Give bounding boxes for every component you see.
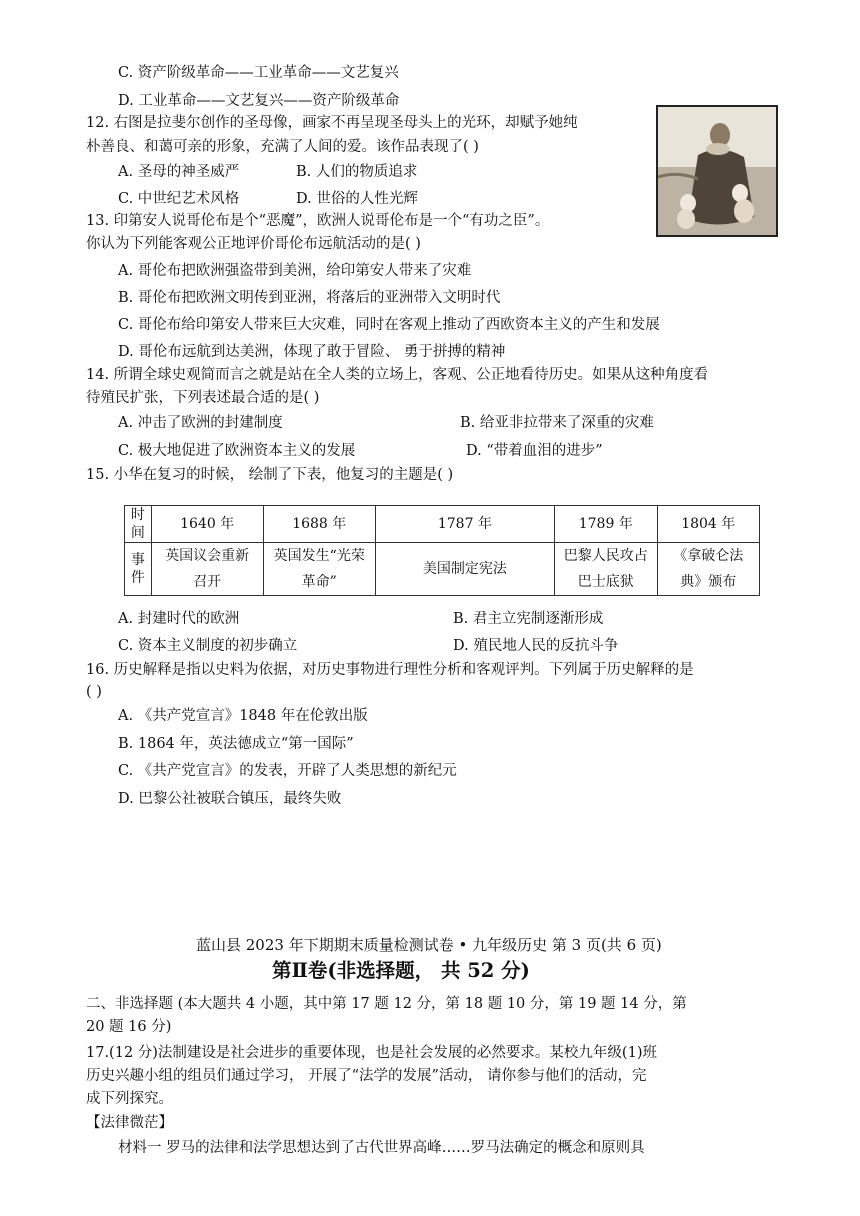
page-footer: 蓝山县 2023 年下期期末质量检测试卷 • 九年级历史 第 3 页(共 6 页): [196, 936, 662, 954]
q14-stem-line1: 14. 所谓全球史观简而言之就是站在全人类的立场上，客观、公正地看待历史。如果从这种角度看: [86, 367, 709, 383]
table-row-years: [125, 506, 760, 543]
part2-title: 第Ⅱ卷(非选择题， 共 52 分): [272, 959, 530, 982]
q17-stem-line2: 历史兴趣小组的组员们通过学习， 开展了“法学的发展”活动， 请你参与他们的活动，完: [86, 1068, 647, 1084]
q16-option-c: C. 《共产党宣言》的发表，开辟了人类思想的新纪元: [118, 763, 457, 779]
event-text-line: 巴黎人民攻占: [563, 548, 648, 564]
q11-option-c: C. 资产阶级革命——工业革命——文艺复兴: [118, 65, 399, 81]
q15-option-d: D. 殖民地人民的反抗斗争: [453, 638, 619, 654]
event-header-cell: 事件: [125, 543, 152, 596]
q13-option-c: C. 哥伦布给印第安人带来巨大灾难，同时在客观上推动了西欧资本主义的产生和发展: [118, 317, 660, 333]
q17-stem-line3: 成下列探究。: [86, 1091, 173, 1107]
event-cell: [263, 543, 375, 596]
q15-option-b: B. 君主立宪制逐渐形成: [453, 611, 604, 627]
q16-option-b: B. 1864 年，英法德成立“第一国际”: [118, 736, 354, 752]
q11-option-d: D. 工业革命——文艺复兴——资产阶级革命: [118, 93, 400, 109]
event-text-line: 革命”: [301, 574, 337, 590]
q14-option-c: C. 极大地促进了欧洲资本主义的发展: [118, 443, 356, 459]
q16-stem-line1: 16. 历史解释是指以史料为依据，对历史事物进行理性分析和客观评判。下列属于历史解释的是: [86, 662, 694, 678]
event-text-line: 《拿破仑法: [673, 548, 744, 564]
q13-option-d: D. 哥伦布远航到达美洲，体现了敢于冒险、 勇于拼搏的精神: [118, 344, 506, 360]
q15-option-c: C. 资本主义制度的初步确立: [118, 638, 298, 654]
event-cell: [151, 543, 263, 596]
event-text-line: 召开: [193, 574, 222, 590]
q15-stem: 15. 小华在复习的时候， 绘制了下表，他复习的主题是( ): [86, 467, 454, 483]
q12-option-c: C. 中世纪艺术风格: [118, 191, 240, 207]
q13-stem-line2: 你认为下列能客观公正地评价哥伦布远航活动的是( ): [86, 236, 421, 252]
event-text-line: 英国议会重新: [165, 548, 250, 564]
year-cell: 1789 年: [555, 506, 657, 543]
q17-stem-line1: 17.(12 分)法制建设是社会进步的重要体现，也是社会发展的必然要求。某校九年级(1)班: [86, 1045, 657, 1061]
q13-option-a: A. 哥伦布把欧洲强盗带到美洲，给印第安人带来了灾难: [118, 263, 472, 279]
q16-stem-line2: ( ): [86, 684, 102, 700]
year-cell: 1640 年: [151, 506, 263, 543]
year-cell: 1787 年: [375, 506, 554, 543]
q12-option-a: A. 圣母的神圣威严: [118, 164, 240, 180]
event-cell: [555, 543, 657, 596]
event-text-line: 美国制定宪法: [422, 561, 507, 577]
q16-option-a: A. 《共产党宣言》1848 年在伦敦出版: [118, 708, 368, 724]
q13-stem-line1: 13. 印第安人说哥伦布是个“恶魔”，欧洲人说哥伦布是一个“有功之臣”。: [86, 213, 550, 229]
madonna-painting-image: [656, 105, 778, 237]
section2-line1: 二、非选择题 (本大题共 4 小题，其中第 17 题 12 分，第 18 题 10 分，第 19 题 14 分，第: [86, 996, 687, 1012]
event-text-line: 英国发生“光荣: [273, 548, 365, 564]
q12-option-d: D. 世俗的人性光辉: [296, 191, 418, 207]
q14-option-b: B. 给亚非拉带来了深重的灾难: [460, 415, 654, 431]
q12-stem-line1: 12. 右图是拉斐尔创作的圣母像，画家不再呈现圣母头上的光环，却赋予她纯: [86, 115, 578, 131]
q16-option-d: D. 巴黎公社被联合镇压，最终失败: [118, 791, 342, 807]
section2-line2: 20 题 16 分): [86, 1019, 172, 1035]
event-text-line: 典》颁布: [680, 574, 737, 590]
q15-timeline-table: [124, 505, 760, 596]
q12-option-b: B. 人们的物质追求: [296, 164, 418, 180]
q17-material1: 材料一 罗马的法律和法学思想达到了古代世界高峰……罗马法确定的概念和原则具: [118, 1140, 645, 1156]
year-cell: 1688 年: [263, 506, 375, 543]
event-cell: [657, 543, 760, 596]
q12-stem-line2: 朴善良、和蔼可亲的形象，充满了人间的爱。该作品表现了( ): [86, 139, 479, 155]
year-cell: 1804 年: [657, 506, 760, 543]
q17-section-heading: 【法律微茫】: [86, 1115, 173, 1131]
q14-option-d: D. “带着血泪的进步”: [466, 443, 603, 459]
time-header-cell: 时间: [125, 506, 152, 543]
event-cell: [375, 543, 554, 596]
table-row-events: [125, 543, 760, 596]
q13-option-b: B. 哥伦布把欧洲文明传到亚洲，将落后的亚洲带入文明时代: [118, 290, 501, 306]
q14-option-a: A. 冲击了欧洲的封建制度: [118, 415, 283, 431]
q14-stem-line2: 待殖民扩张，下列表述最合适的是( ): [86, 390, 320, 406]
q15-option-a: A. 封建时代的欧洲: [118, 611, 240, 627]
event-text-line: 巴士底狱: [577, 574, 634, 590]
